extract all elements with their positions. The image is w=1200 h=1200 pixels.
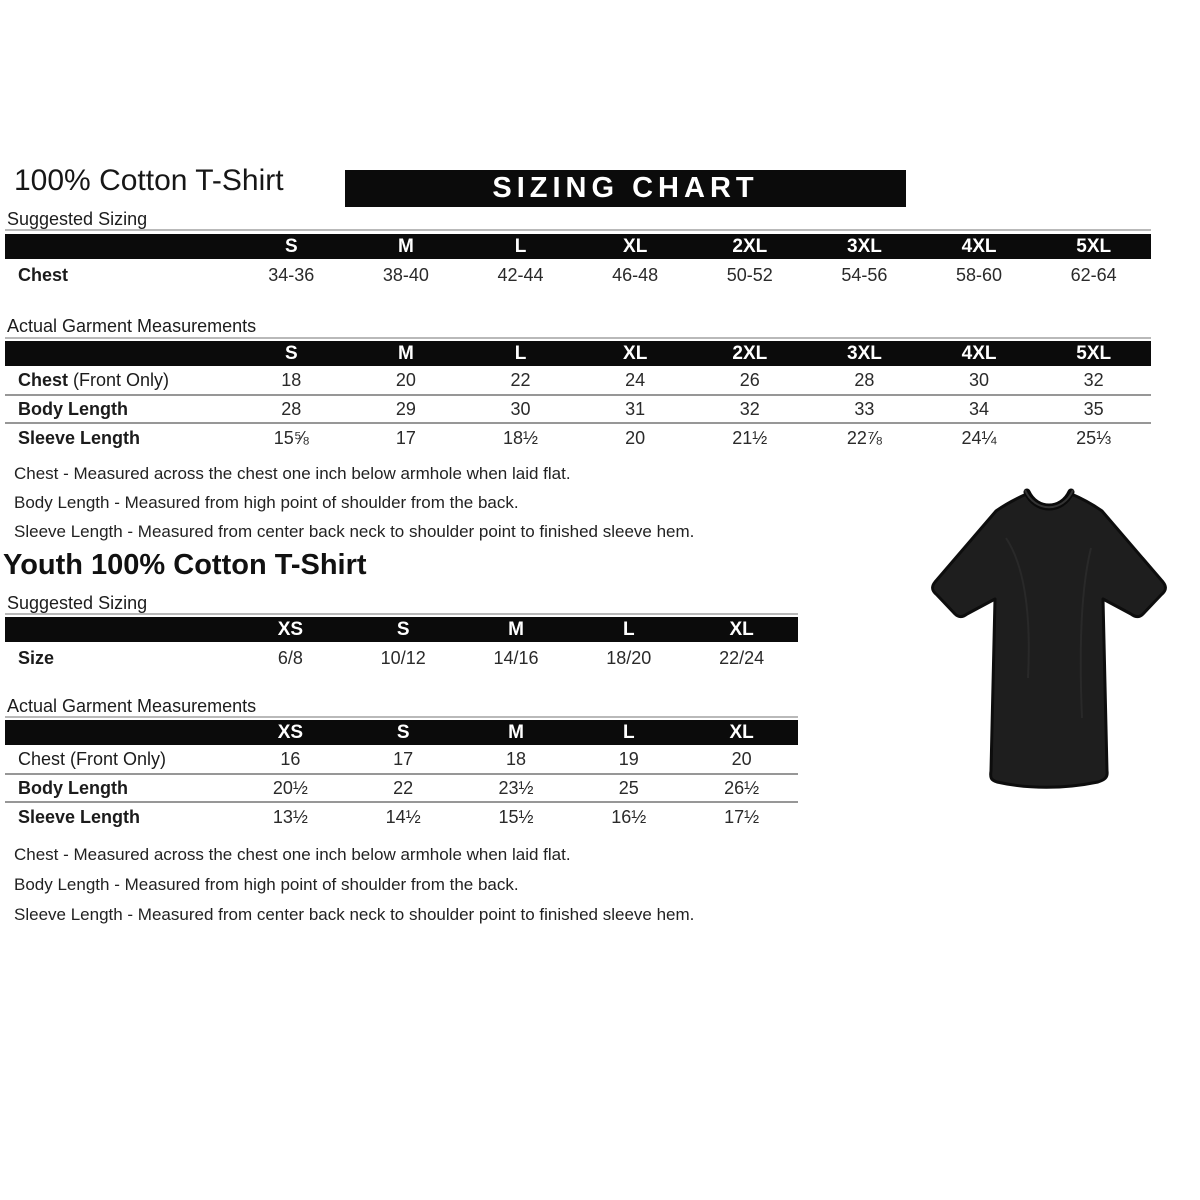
measurement-cell: 17 [393, 748, 414, 769]
youth-size-row [5, 642, 798, 674]
adult-actual-header-row [5, 341, 1151, 366]
row-label-note: (Front Only) [68, 369, 170, 390]
note-line: Body Length - Measured from high point of shoulder from the back. [14, 875, 519, 894]
measurement-cell: 62-64 [1070, 264, 1117, 285]
size-column-header: 3XL [847, 343, 882, 364]
measurement-cell: 24 [625, 369, 646, 390]
measurement-cell: 16 [280, 748, 301, 769]
measurement-cell: 58-60 [956, 264, 1003, 285]
measurement-cell: 22 [510, 369, 531, 390]
measurement-cell: 25 [618, 777, 639, 798]
size-column-header: XS [277, 619, 304, 640]
adult-suggested-sizing-label: Suggested Sizing [7, 209, 148, 229]
measurement-cell: 23½ [498, 777, 534, 798]
rule-divider [5, 229, 1151, 231]
measurement-cell: 22 [393, 777, 414, 798]
measurement-cell: 32 [739, 398, 760, 419]
measurement-cell: 30 [969, 369, 990, 390]
measurement-cell: 30 [510, 398, 531, 419]
size-column-header: 5XL [1076, 236, 1112, 257]
row-label: Chest (Front Only) [18, 369, 170, 390]
youth-suggested-header-row [5, 617, 798, 642]
size-column-header: XL [729, 619, 754, 640]
measurement-cell: 15½ [498, 806, 534, 827]
measurement-cell: 34 [969, 398, 990, 419]
size-column-header: XL [729, 722, 754, 743]
measurement-cell: 25⅓ [1076, 427, 1112, 448]
measurement-cell: 14/16 [493, 647, 539, 668]
adult-chest-row [5, 366, 1151, 394]
tshirt-collar [1027, 492, 1071, 507]
adult-suggested-chest-row [5, 259, 1151, 291]
measurement-cell: 34-36 [268, 264, 315, 285]
size-column-header: S [396, 722, 410, 743]
measurement-cell: 24¼ [961, 427, 997, 448]
measurement-cell: 21½ [732, 427, 768, 448]
measurement-cell: 18/20 [606, 647, 652, 668]
measurement-cell: 18½ [503, 427, 539, 448]
size-column-header: 4XL [961, 343, 997, 364]
youth-measurement-notes [14, 840, 694, 930]
measurement-cell: 19 [618, 748, 639, 769]
measurement-cell: 17 [395, 427, 416, 448]
row-label: Chest [18, 264, 69, 285]
tshirt-body [933, 493, 1166, 787]
note-line: Sleeve Length - Measured from center back neck to shoulder point to finished sleeve hem. [14, 905, 695, 924]
measurement-cell: 22⅞ [846, 427, 882, 448]
measurement-cell: 31 [625, 398, 646, 419]
youth-sleeve-length-row [5, 801, 798, 831]
size-column-header: 5XL [1076, 343, 1112, 364]
measurement-cell: 18 [281, 369, 302, 390]
measurement-cell: 20 [625, 427, 646, 448]
size-column-header: 4XL [961, 236, 997, 257]
row-label: Body Length [18, 777, 128, 798]
size-column-header: XL [623, 236, 648, 257]
size-column-header: S [284, 236, 298, 257]
note-line: Chest - Measured across the chest one inch below armhole when laid flat. [14, 845, 571, 864]
sizing-chart-banner [345, 170, 906, 207]
size-column-header: L [622, 722, 635, 743]
measurement-cell: 29 [395, 398, 416, 419]
measurement-cell: 28 [281, 398, 302, 419]
measurement-cell: 22/24 [719, 647, 765, 668]
measurement-cell: 20 [395, 369, 416, 390]
youth-actual-measurements-label: Actual Garment Measurements [7, 696, 257, 716]
youth-title: Youth 100% Cotton T-Shirt [3, 549, 367, 581]
sizing-chart-banner-text: SIZING CHART [492, 172, 759, 204]
row-label: Chest (Front Only) [18, 748, 167, 769]
size-column-header: S [396, 619, 410, 640]
adult-actual-measurements-label: Actual Garment Measurements [7, 316, 257, 336]
size-column-header: XL [623, 343, 648, 364]
size-column-header: M [508, 619, 524, 640]
rule-divider [5, 716, 798, 718]
size-column-header: M [398, 343, 414, 364]
rule-divider [5, 337, 1151, 339]
row-label: Size [18, 647, 55, 668]
measurement-cell: 15⅝ [273, 427, 309, 448]
size-column-header: M [398, 236, 414, 257]
youth-actual-header-row [5, 720, 798, 745]
measurement-cell: 35 [1083, 398, 1104, 419]
measurement-cell: 54-56 [841, 264, 888, 285]
size-column-header: M [508, 722, 524, 743]
measurement-cell: 38-40 [382, 264, 429, 285]
measurement-cell: 14½ [385, 806, 421, 827]
measurement-cell: 46-48 [612, 264, 659, 285]
youth-chest-row [5, 745, 798, 773]
size-column-header: L [514, 343, 527, 364]
adult-body-length-row [5, 394, 1151, 422]
row-label-note: (Front Only) [65, 748, 167, 769]
measurement-cell: 33 [854, 398, 875, 419]
measurement-cell: 26½ [724, 777, 760, 798]
row-label: Body Length [18, 398, 128, 419]
youth-suggested-sizing-label: Suggested Sizing [7, 593, 148, 613]
measurement-cell: 20½ [272, 777, 308, 798]
row-label: Sleeve Length [18, 806, 141, 827]
note-line: Sleeve Length - Measured from center back neck to shoulder point to finished sleeve hem. [14, 522, 695, 541]
page-title: 100% Cotton T-Shirt [14, 164, 284, 197]
size-column-header: XS [277, 722, 304, 743]
youth-body-length-row [5, 773, 798, 801]
measurement-cell: 42-44 [497, 264, 544, 285]
size-column-header: L [622, 619, 635, 640]
rule-divider [5, 613, 798, 615]
measurement-cell: 28 [854, 369, 875, 390]
measurement-cell: 32 [1083, 369, 1104, 390]
measurement-cell: 26 [739, 369, 760, 390]
adult-suggested-header-row [5, 234, 1151, 259]
measurement-cell: 13½ [272, 806, 308, 827]
row-label: Sleeve Length [18, 427, 141, 448]
size-column-header: L [514, 236, 527, 257]
size-column-header: 3XL [847, 236, 882, 257]
size-column-header: 2XL [732, 236, 768, 257]
note-line: Body Length - Measured from high point of shoulder from the back. [14, 493, 519, 512]
measurement-cell: 20 [731, 748, 752, 769]
measurement-cell: 10/12 [380, 647, 426, 668]
measurement-cell: 6/8 [277, 647, 303, 668]
tshirt-photo [896, 478, 1196, 818]
size-column-header: 2XL [732, 343, 768, 364]
note-line: Chest - Measured across the chest one inch below armhole when laid flat. [14, 464, 571, 483]
measurement-cell: 18 [505, 748, 526, 769]
adult-sleeve-length-row [5, 422, 1151, 452]
measurement-cell: 16½ [611, 806, 647, 827]
measurement-cell: 50-52 [726, 264, 773, 285]
measurement-cell: 17½ [724, 806, 760, 827]
adult-measurement-notes [14, 459, 694, 546]
tshirt-illustration [896, 478, 1196, 818]
size-column-header: S [284, 343, 298, 364]
